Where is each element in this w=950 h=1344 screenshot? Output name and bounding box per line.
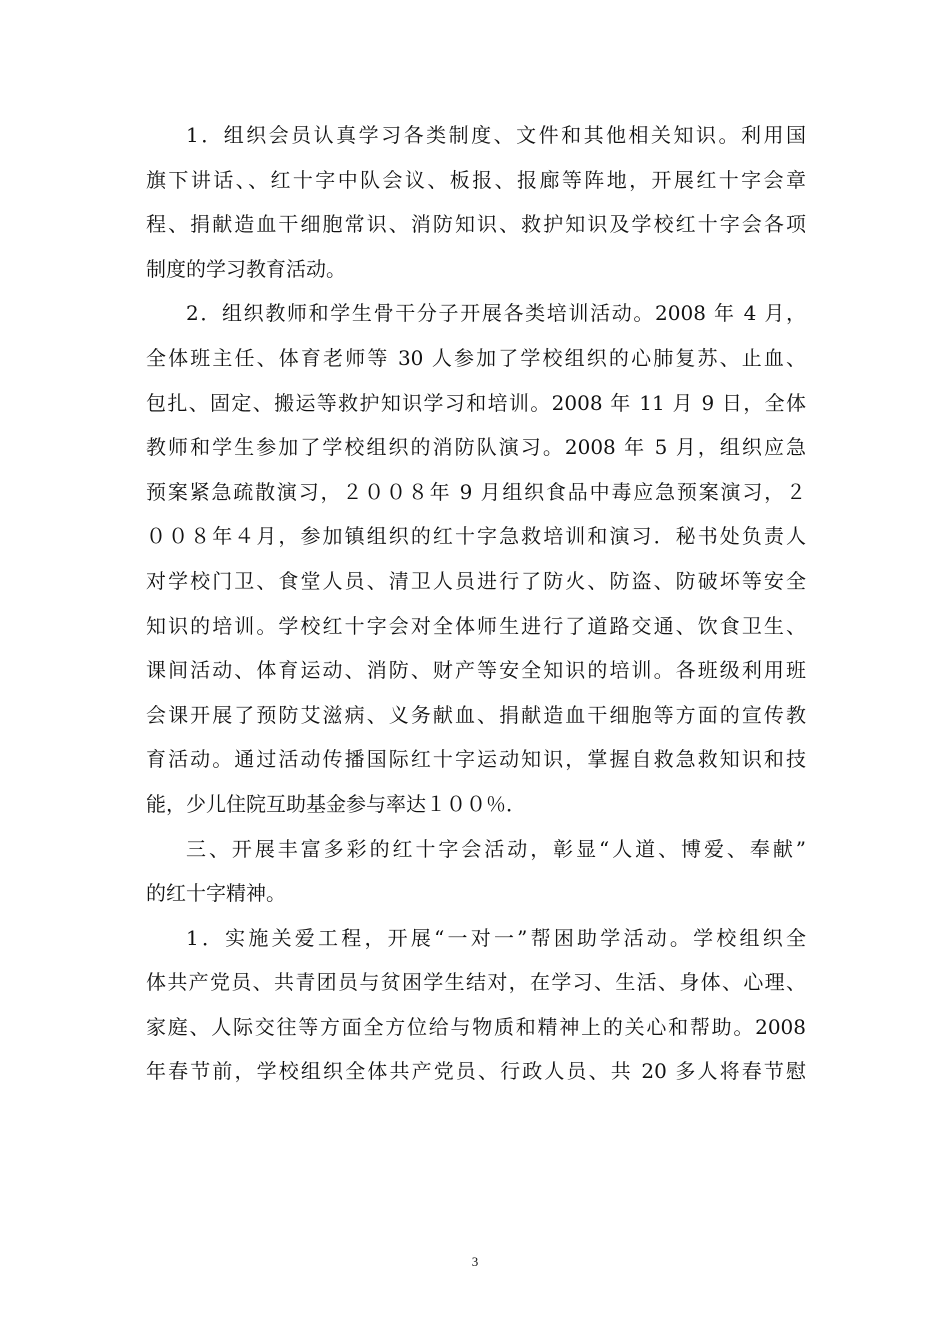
document-body bbox=[146, 113, 806, 1094]
paragraph-2-line-5: 预案紧急疏散演习，２００８年 9 月组织食品中毒应急预案演习，２ bbox=[146, 479, 806, 504]
section-heading-line-2: 的红十字精神。 bbox=[146, 881, 286, 906]
paragraph-1-line-4: 制度的学习教育活动。 bbox=[146, 256, 346, 281]
paragraph-1-line-2: 旗下讲话、、红十字中队会议、板报、报廊等阵地，开展红十字会章 bbox=[146, 167, 806, 192]
paragraph-2-line-2: 全体班主任、体育老师等 30 人参加了学校组织的心肺复苏、止血、 bbox=[146, 345, 806, 370]
paragraph-2-line-11: 育活动。通过活动传播国际红十字运动知识，掌握自救急救知识和技 bbox=[146, 747, 806, 772]
paragraph-2-line-1: 2．组织教师和学生骨干分子开展各类培训活动。2008 年 4 月， bbox=[186, 301, 806, 326]
page-number: 3 bbox=[471, 1254, 479, 1269]
paragraph-1-line-1: 1．组织会员认真学习各类制度、文件和其他相关知识。利用国 bbox=[186, 123, 806, 147]
paragraph-2-line-4: 教师和学生参加了学校组织的消防队演习。2008 年 5 月，组织应急 bbox=[146, 435, 806, 460]
paragraph-4-line-1: 1．实施关爱工程，开展“一对一”帮困助学活动。学校组织全 bbox=[186, 925, 806, 950]
paragraph-1-line-3: 程、捐献造血干细胞常识、消防知识、救护知识及学校红十字会各项 bbox=[146, 212, 806, 237]
paragraph-2-line-12: 能，少儿住院互助基金参与率达１００％． bbox=[146, 791, 526, 816]
paragraph-2-line-6: ００８年４月，参加镇组织的红十字急救培训和演习．秘书处负责人 bbox=[146, 524, 806, 549]
paragraph-2-line-10: 会课开展了预防艾滋病、义务献血、捐献造血干细胞等方面的宣传教 bbox=[146, 702, 806, 727]
paragraph-2-line-7: 对学校门卫、食堂人员、清卫人员进行了防火、防盗、防破坏等安全 bbox=[146, 568, 806, 593]
paragraph-4-line-4: 年春节前，学校组织全体共产党员、行政人员、共 20 多人将春节慰 bbox=[146, 1059, 806, 1084]
paragraph-2-line-3: 包扎、固定、搬运等救护知识学习和培训。2008 年 11 月 9 日，全体 bbox=[146, 390, 806, 415]
section-heading-line-1: 三、开展丰富多彩的红十字会活动，彰显“人道、博爱、奉献” bbox=[186, 836, 806, 861]
paragraph-4-line-2: 体共产党员、共青团员与贫困学生结对，在学习、生活、身体、心理、 bbox=[146, 970, 806, 995]
paragraph-2-line-8: 知识的培训。学校红十字会对全体师生进行了道路交通、饮食卫生、 bbox=[146, 613, 806, 638]
paragraph-2-line-9: 课间活动、体育运动、消防、财产等安全知识的培训。各班级利用班 bbox=[146, 658, 806, 683]
paragraph-4-line-3: 家庭、人际交往等方面全方位给与物质和精神上的关心和帮助。2008 bbox=[146, 1014, 806, 1039]
